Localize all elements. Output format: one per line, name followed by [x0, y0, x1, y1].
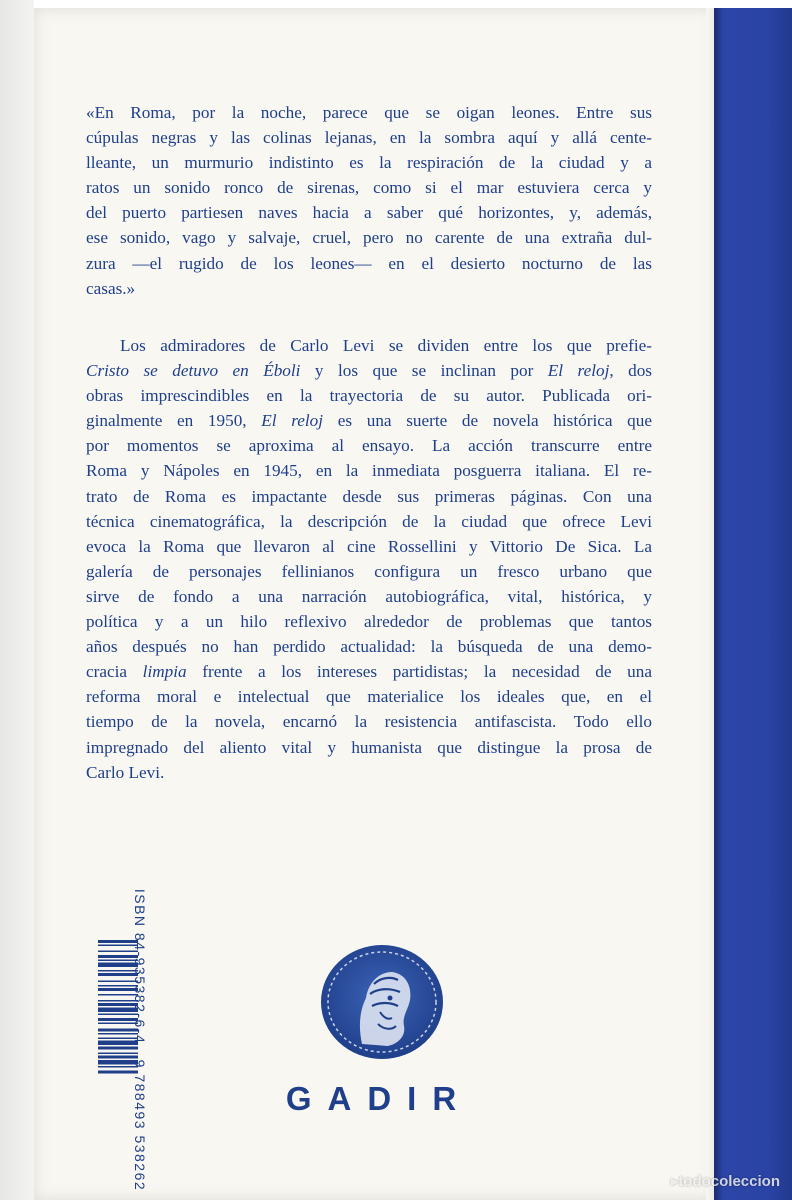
description-text: frente a los intereses partidistas; la necesidad de una	[186, 662, 653, 682]
description-line: técnica cinematográfica, la descripción de la ciudad que ofrece Levi	[86, 511, 652, 531]
book-description	[86, 333, 652, 785]
description-line: galería de personajes fellinianos configura un fresco urbano que	[86, 561, 652, 581]
background-edge	[0, 0, 34, 1200]
description-line: obras imprescindibles en la trayectoria de su autor. Publicada ori-	[86, 386, 652, 406]
description-line: evoca la Roma que llevaron al cine Rossellini y Vittorio De Sica. La	[86, 536, 652, 556]
description-text: ginalmente en 1950,	[86, 411, 262, 431]
watermark-text: todocoleccion	[678, 1173, 780, 1190]
description-text: , dos	[609, 361, 652, 381]
quote-line: del puerto partiesen naves hacia a saber qué horizontes, y, además,	[86, 203, 652, 223]
description-line	[86, 659, 652, 684]
roman-coin-logo-icon	[318, 940, 446, 1068]
description-text: es una suerte de novela histórica que	[323, 411, 652, 431]
description-line	[86, 358, 652, 383]
quote-line: ratos un sonido ronco de sirenas, como si el mar estuviera cerca y	[86, 178, 652, 198]
description-text: y los que se inclinan por	[300, 361, 548, 381]
quote-line: lleante, un murmurio indistinto es la respiración de la ciudad y a	[86, 153, 652, 173]
description-line: política y a un hilo reflexivo alrededor de problemas que tantos	[86, 612, 652, 632]
description-line: trato de Roma es impactante desde sus primeras páginas. Con una	[86, 486, 652, 506]
book-title-cristo: Cristo se detuvo en Éboli	[86, 361, 301, 381]
quote-line: cúpulas negras y las colinas lejanas, en la sombra aquí y allá cente-	[86, 128, 652, 148]
description-line: tiempo de la novela, encarnó la resistencia antifascista. Todo ello	[86, 712, 652, 732]
emphasis-limpia: limpia	[142, 662, 187, 682]
cover-edge	[706, 8, 714, 1200]
description-line: por momentos se aproxima al ensayo. La acción transcurre entre	[86, 436, 652, 456]
watermark: ▸todocoleccion	[670, 1173, 780, 1190]
description-line	[86, 408, 652, 433]
description-line: años después no han perdido actualidad: la búsqueda de una demo-	[86, 637, 652, 657]
isbn-label	[132, 889, 148, 1191]
description-line: Roma y Nápoles en 1945, en la inmediata posguerra italiana. El re-	[86, 461, 652, 481]
publisher-logo: GADIR	[285, 1080, 473, 1117]
description-line: impregnado del aliento vital y humanista que distingue la prosa de	[86, 737, 652, 757]
description-line: sirve de fondo a una narración autobiográfica, vital, histórica, y	[86, 586, 652, 606]
book-title-el-reloj: El reloj	[547, 361, 610, 381]
description-line: reforma moral e intelectual que materialice los ideales que, en el	[86, 687, 652, 707]
quote-line: zura —el rugido de los leones— en el desierto nocturno de las	[86, 253, 652, 273]
isbn-number: ISBN 84-935382-6-4	[132, 888, 148, 1045]
quote-line: «En Roma, por la noche, parece que se oigan leones. Entre sus	[86, 103, 652, 122]
description-text: cracia	[86, 662, 143, 682]
book-title-el-reloj: El reloj	[261, 411, 324, 431]
quote-block	[86, 100, 652, 301]
quote-line: casas.»	[86, 278, 136, 298]
barcode-digits: 9 788493 538262	[132, 1059, 148, 1192]
quote-line: ese sonido, vago y salvaje, cruel, pero no carente de una extraña dul-	[86, 228, 652, 248]
description-line: Carlo Levi.	[86, 762, 165, 782]
description-line: Los admiradores de Carlo Levi se dividen entre los que prefie-	[120, 336, 652, 355]
book-spine	[714, 8, 792, 1200]
